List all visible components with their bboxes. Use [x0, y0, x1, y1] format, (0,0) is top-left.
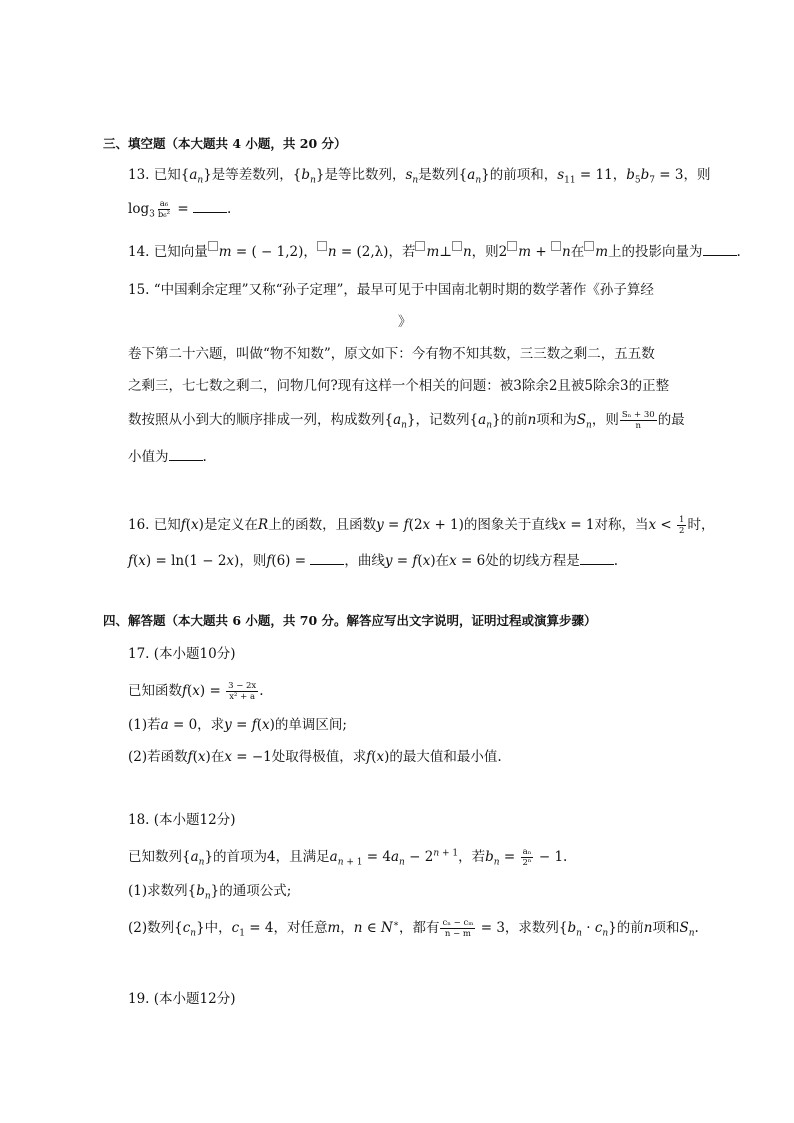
section-4-heading: 四、解答题（本大题共 6 小题，共 70 分。解答应写出文字说明，证明过程或演算步骤） [103, 613, 597, 628]
answer-blank-15[interactable] [169, 448, 203, 461]
answer-blank-16b[interactable] [580, 552, 614, 565]
fraction-one-half: $\frac{1}{2}$ [679, 515, 685, 536]
question-17-part-2: (2)若函数f(x)在x = −1处取得极值，求f(x)的最大值和最小值. [128, 749, 502, 765]
fraction-3-minus-2x-over-x2-plus-a: $\frac{3 - 2x}{\text{x² + a}}$ [228, 681, 257, 702]
fraction-an-over-2n: $\frac{\text{aₙ}}{\text{2ⁿ}}$ [522, 847, 532, 868]
question-16-line-2: f(x) = ln(1 − 2x)，则f(6) = ，曲线y = f(x)在x = 6处的切线方程是 . [128, 553, 618, 569]
fraction-a6-over-b6-squared: $\frac{\text{a₆}}{\text{b₆²}}$ [157, 199, 171, 220]
question-15-line-1: 15. “中国剩余定理”又称“孙子定理”，最早可见于中国南北朝时期的数学著作《孙子算经 [128, 282, 654, 298]
vector-arrow-placeholder-icon [317, 241, 327, 251]
question-15-line-5: 数按照从小到大的顺序排成一列，构成数列$\{a_n\}$，记数列$\{a_n\}$的前n项和为$S_n$，则 $\frac{\text{Sₙ + 30}}{n}$ 的最 [128, 410, 685, 431]
question-18-title: 18. (本小题12分) [128, 812, 236, 828]
section-3-heading: 三、填空题（本大题共 4 小题，共 20 分） [103, 136, 347, 151]
question-17-title: 17. (本小题10分) [128, 646, 236, 662]
question-17-part-1: (1)若a = 0，求y = f(x)的单调区间; [128, 717, 347, 733]
question-17-line-1: 已知函数f(x) = $\frac{3 - 2x}{\text{x² + a}}$ . [128, 681, 264, 702]
vector-arrow-placeholder-icon [507, 241, 517, 251]
question-15-line-2: 》 [398, 314, 412, 330]
answer-blank-14[interactable] [703, 243, 737, 256]
vector-arrow-placeholder-icon [551, 241, 561, 251]
question-18-line-1: 已知数列$\{a_n\}$的首项为4，且满足$a_{n + 1} = 4a_n - 2^{n + 1}$，若$b_n$ = $\frac{\text{aₙ}}{\text{2ⁿ}}$ − 1. [128, 847, 568, 868]
question-13-line-2: $\log_3$ $\frac{\text{a₆}}{\text{b₆²}}$ = . [128, 199, 232, 220]
vector-arrow-placeholder-icon [208, 241, 218, 251]
fraction-sn-plus-30-over-n: $\frac{\text{Sₙ + 30}}{n}$ [621, 410, 655, 431]
question-18-part-2: (2)数列$\{c_n\}$中，$c_1 = 4$，对任意m，n ∈ N∗，都有 $\frac{\text{cₙ − cₘ}}{n - m}$ = 3，求数列$\{b_n \cdot c_n\}$的前n项和$S_n$. [128, 918, 699, 939]
vector-arrow-placeholder-icon [584, 241, 594, 251]
question-14: 14. 已知向量 m = ( − 1,2)， n = (2,λ)，若 m⊥ n，则2 m + n在 m上的投影向量为 . [128, 243, 741, 261]
vector-arrow-placeholder-icon [452, 241, 462, 251]
question-15-line-4: 之剩三，七七数之剩二，问物几何?现有这样一个相关的问题：被3除余2且被5除余3的正整 [128, 378, 670, 394]
fraction-cn-minus-cm-over-n-minus-m: $\frac{\text{cₙ − cₘ}}{n - m}$ [442, 918, 474, 939]
question-15-line-6: 小值为 . [128, 449, 207, 465]
answer-blank-16a[interactable] [310, 552, 344, 565]
question-19-title: 19. (本小题12分) [128, 991, 236, 1007]
question-13-line-1: 13. 已知$\{a_n\}$是等差数列，$\{b_n\}$是等比数列，$s_n$是数列$\{a_n\}$的前项和，$s_{11} = 11$，$b_5b_7 = 3$，则 [128, 167, 711, 186]
vector-arrow-placeholder-icon [415, 241, 425, 251]
question-16-line-1: 16. 已知f(x)是定义在R上的函数，且函数y = f(2x + 1)的图象关于直线x = 1对称，当x < $\frac{1}{2}$ 时， [128, 515, 715, 536]
question-18-part-1: (1)求数列$\{b_n\}$的通项公式; [128, 883, 292, 902]
answer-blank-13[interactable] [193, 200, 227, 213]
question-15-line-3: 卷下第二十六题，叫做“物不知数”，原文如下：今有物不知其数，三三数之剩二，五五数 [128, 346, 655, 362]
